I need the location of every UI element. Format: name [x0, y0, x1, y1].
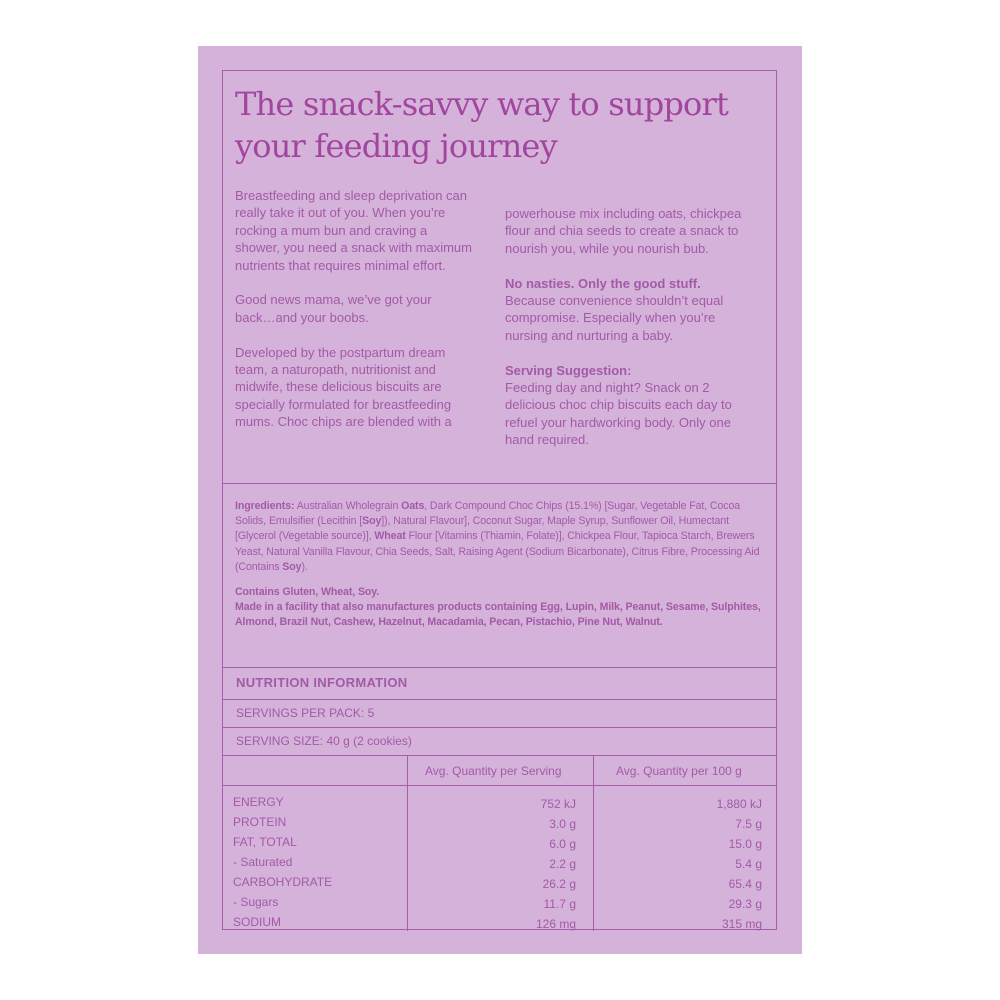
no-nasties-text: Because convenience shouldn’t equal compromise. Especially when you’re nursing and nurturing a baby. [505, 293, 724, 343]
no-nasties-paragraph [505, 275, 743, 345]
nutrition-title-row [223, 667, 776, 699]
value-per-serving: 3.0 g [549, 817, 576, 831]
nutrient-name: SODIUM [233, 915, 281, 929]
ingredients-list [235, 499, 765, 575]
serving-size-row [223, 727, 776, 755]
no-nasties-heading: No nasties. Only the good stuff. [505, 275, 701, 291]
table-row [223, 815, 776, 835]
ingredients-text-5: ). [301, 560, 308, 573]
value-per-100g: 7.5 g [735, 817, 762, 831]
table-row [223, 915, 776, 935]
serving-suggestion-paragraph [505, 362, 743, 449]
left-column [235, 187, 473, 448]
serving-suggestion-heading: Serving Suggestion: [505, 362, 632, 378]
table-row [223, 895, 776, 915]
ingredient-wheat: Wheat [374, 530, 406, 543]
value-per-serving: 26.2 g [542, 877, 576, 891]
headline: The snack-savvy way to support your feeding journey [235, 85, 729, 165]
ingredients-label: Ingredients: [235, 500, 295, 512]
developed-paragraph: Developed by the postpartum dream team, a naturopath, nutritionist and midwife, these delicious biscuits are specially formulated for breastfeeding mums. Choc chips are blended with a [235, 344, 452, 430]
good-news-paragraph: Good news mama, we’ve got your back…and your boobs. [235, 292, 432, 325]
servings-per-pack-row [223, 699, 776, 727]
value-per-100g: 29.3 g [728, 897, 762, 911]
ingredients-section [235, 499, 765, 631]
nutrient-name: PROTEIN [233, 815, 287, 829]
value-per-100g: 315 mg [721, 917, 762, 931]
nutrient-name: CARBOHYDRATE [233, 875, 333, 889]
value-per-100g: 15.0 g [728, 837, 762, 851]
value-per-serving: 752 kJ [540, 797, 576, 811]
allergen-statement [235, 585, 765, 631]
label-frame [222, 70, 777, 930]
ingredients-text-1: Australian Wholegrain [294, 500, 402, 512]
ingredient-soy-2: Soy [282, 560, 302, 573]
intro-paragraph: Breastfeeding and sleep deprivation can really take it out of you. When you’re rocking a mum bun and craving a shower, you need a snack with maximum nutrients that requires minimal effort. [235, 188, 472, 273]
ingredients-text-2: , Dark Compound Choc Chips (15.1%) [Sugar, Vegetable Fat, Cocoa Solids, Emulsifier (Lecithin [ [235, 500, 741, 528]
facility-statement: Made in a facility that also manufactures products containing Egg, Lupin, Milk, Peanut, Sesame, Sulphites, Almond, Brazil Nut, Cashew, Hazelnut, Macadamia, Pecan, Pistachio, Pine Nut, Walnut. [235, 601, 761, 629]
value-per-100g: 5.4 g [735, 857, 762, 871]
ingredients-text-3: ]), Natural Flavour], Coconut Sugar, Maple Syrup, Sunflower Oil, Humectant [Glycerol (Vegetable source)], [235, 515, 729, 543]
column-header-per-100g: Avg. Quantity per 100 g [616, 764, 742, 778]
nutrient-name: FAT, TOTAL [233, 835, 297, 849]
servings-per-pack: SERVINGS PER PACK: 5 [236, 706, 375, 720]
value-per-serving: 2.2 g [549, 857, 576, 871]
value-per-serving: 6.0 g [549, 837, 576, 851]
ingredients-text-4: Flour [Vitamins (Thiamin, Folate)], Chickpea Flour, Tapioca Starch, Brewers Yeast, Natural Vanilla Flavour, Chia Seeds, Salt, Raising Agent (Sodium Bicarbonate), Citrus Fibre, Processing Aid (Contains [235, 530, 760, 573]
value-per-100g: 65.4 g [728, 877, 762, 891]
table-row [223, 795, 776, 815]
value-per-100g: 1,880 kJ [716, 797, 762, 811]
right-column [505, 205, 743, 466]
nutrient-name: - Saturated [233, 855, 293, 869]
table-row [223, 835, 776, 855]
serving-suggestion-text: Feeding day and night? Snack on 2 delicious choc chip biscuits each day to refuel your hardworking body. Only one hand required. [505, 380, 732, 448]
label-panel [198, 46, 802, 954]
nutrient-name: - Sugars [233, 895, 279, 909]
divider-ingredients [223, 483, 776, 484]
divider-table-header [223, 755, 776, 756]
value-per-serving: 126 mg [535, 917, 576, 931]
serving-size: SERVING SIZE: 40 g (2 cookies) [236, 734, 412, 748]
ingredient-oats: Oats [401, 500, 425, 512]
divider-table-body [223, 785, 776, 786]
column-header-per-serving: Avg. Quantity per Serving [425, 764, 562, 778]
nutrient-name: ENERGY [233, 795, 284, 809]
nutrition-title: NUTRITION INFORMATION [236, 675, 408, 690]
ingredient-soy: Soy [362, 515, 382, 528]
table-row [223, 855, 776, 875]
powerhouse-paragraph: powerhouse mix including oats, chickpea flour and chia seeds to create a snack to nourish you, while you nourish bub. [505, 206, 742, 256]
value-per-serving: 11.7 g [543, 897, 576, 911]
contains-statement: Contains Gluten, Wheat, Soy. [235, 586, 380, 599]
table-row [223, 875, 776, 895]
